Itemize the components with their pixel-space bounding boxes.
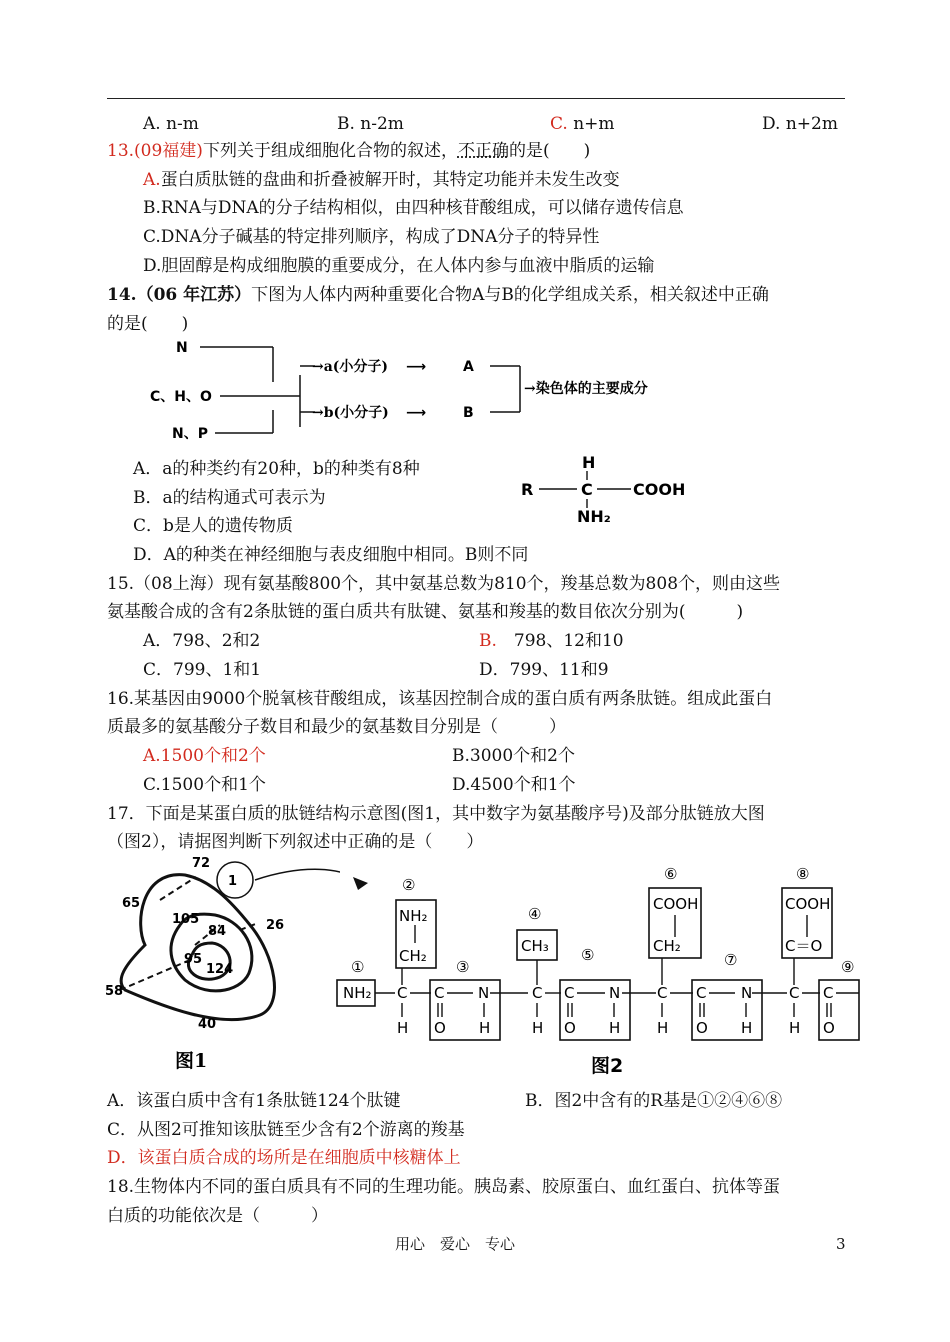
q17-option-a: A．该蛋白质中含有1条肽链124个肽键 bbox=[107, 1091, 401, 1111]
q15-option-a: A．798、2和2 bbox=[143, 631, 261, 651]
fig1-label-26: 26 bbox=[266, 918, 285, 933]
fig2-r6-cooh: COOH bbox=[653, 895, 699, 913]
fig1-label-95: 95 bbox=[184, 952, 203, 967]
fig2-c8: C bbox=[823, 984, 834, 1002]
fig2-r8-co: C＝O bbox=[785, 937, 823, 955]
fig2-n2: N bbox=[609, 984, 621, 1002]
q15-option-c: C．799、1和1 bbox=[143, 660, 262, 680]
formula-cooh: COOH bbox=[633, 480, 686, 499]
diagram-b-small: →b(小分子) bbox=[312, 405, 389, 421]
fig2-h7: H bbox=[789, 1019, 801, 1037]
fig1-label-72: 72 bbox=[192, 856, 211, 871]
fig1-label-124: 124 bbox=[206, 962, 234, 977]
fig2-circle-1: ① bbox=[351, 958, 365, 976]
q14-stem-line2: 的是( ) bbox=[107, 314, 189, 334]
q17-stem: 17．下面是某蛋白质的肽链结构示意图(图1，其中数字为氨基酸序号)及部分肽链放大图 bbox=[107, 804, 765, 824]
q12-option-a: A. n-m bbox=[143, 114, 199, 134]
q12-option-b: B. n-2m bbox=[337, 114, 404, 134]
fig2-o1: O bbox=[434, 1019, 446, 1037]
fig2-n3: N bbox=[741, 984, 753, 1002]
fig2-circle-6: ⑥ bbox=[664, 865, 678, 883]
q16-stem: 16.某基因由9000个脱氧核苷酸组成，该基因控制合成的蛋白质有两条肽链。组成此蛋白 bbox=[107, 689, 773, 709]
fig2-h3: H bbox=[532, 1019, 544, 1037]
fig1-label-84: 84 bbox=[208, 924, 227, 939]
q17-stem-line2: （图2），请据图判断下列叙述中正确的是（ ） bbox=[107, 832, 484, 852]
q13-option-d: D.胆固醇是构成细胞膜的重要成分，在人体内参与血液中脂质的运输 bbox=[143, 256, 655, 276]
q16-option-d: D.4500个和1个 bbox=[452, 775, 576, 795]
fig2-circle-9: ⑨ bbox=[841, 958, 855, 976]
fig2-circle-5: ⑤ bbox=[581, 946, 595, 964]
q16-option-b: B.3000个和2个 bbox=[452, 746, 575, 766]
formula-c: C bbox=[581, 480, 593, 499]
q15-option-d: D．799、11和9 bbox=[479, 660, 609, 680]
diagram-b-big: B bbox=[463, 405, 474, 421]
q12-option-d: D. n+2m bbox=[762, 114, 838, 134]
q14-option-d: D．A的种类在神经细胞与表皮细胞中相同。B则不同 bbox=[133, 545, 529, 565]
fig2-h1: H bbox=[397, 1019, 409, 1037]
q16-stem-line2: 质最多的氨基酸分子数目和最少的氨基数目分别是（ ） bbox=[107, 717, 566, 737]
fig2-circle-2: ② bbox=[402, 876, 416, 894]
fig2-c2: C bbox=[434, 984, 445, 1002]
fig2-r2-nh2: NH₂ bbox=[399, 907, 428, 925]
formula-nh2: NH₂ bbox=[577, 507, 611, 526]
fig2-r6-ch2: CH₂ bbox=[653, 937, 681, 955]
q14-option-a: A．a的种类约有20种，b的种类有8种 bbox=[133, 459, 420, 479]
q17-option-c: C．从图2可推知该肽链至少含有2个游离的羧基 bbox=[107, 1120, 465, 1140]
q13-stem: 13.(09福建)下列关于组成细胞化合物的叙述，不正确的是( ) bbox=[107, 141, 591, 161]
fig2-c7: C bbox=[789, 984, 800, 1002]
fig1-label-65: 65 bbox=[122, 896, 141, 911]
q18-stem-line2: 白质的功能依次是（ ） bbox=[107, 1206, 328, 1226]
fig2-c5: C bbox=[657, 984, 668, 1002]
fig2-circle-8: ⑧ bbox=[796, 865, 810, 883]
q12-option-c: C. n+m bbox=[550, 114, 615, 134]
diagram-a-big: A bbox=[463, 359, 474, 375]
fig2-circle-3: ③ bbox=[456, 958, 470, 976]
fig1-label-105: 105 bbox=[172, 912, 200, 927]
diagram-np: N、P bbox=[172, 426, 208, 442]
header-rule bbox=[107, 98, 845, 99]
diagram-cho: C、H、O bbox=[150, 389, 212, 405]
fig2-o3: O bbox=[696, 1019, 708, 1037]
diagram-n: N bbox=[176, 340, 188, 356]
fig2-c3: C bbox=[532, 984, 543, 1002]
fig1-label-58: 58 bbox=[105, 984, 124, 999]
q14-diagram bbox=[140, 330, 760, 445]
q14-option-c: C．b是人的遗传物质 bbox=[133, 516, 293, 536]
q15-stem-line2: 氨基酸合成的含有2条肽链的蛋白质共有肽键、氨基和羧基的数目依次分别为( ) bbox=[107, 602, 744, 622]
q13-option-b: B.RNA与DNA的分子结构相似，由四种核苷酸组成，可以储存遗传信息 bbox=[143, 198, 684, 218]
diagram-b-arrow: ⟶ bbox=[406, 405, 427, 421]
q15-stem: 15.（08上海）现有氨基酸800个，其中氨基总数为810个，羧基总数为808个，则由这些 bbox=[107, 574, 781, 594]
q14-option-b: B．a的结构通式可表示为 bbox=[133, 488, 326, 508]
q13-option-c: C.DNA分子碱基的特定排列顺序，构成了DNA分子的特异性 bbox=[143, 227, 600, 247]
fig2-circle-4: ④ bbox=[528, 905, 542, 923]
fig2-r2-ch2: CH₂ bbox=[399, 947, 427, 965]
fig2-h4: H bbox=[609, 1019, 621, 1037]
fig2-n1: N bbox=[478, 984, 490, 1002]
fig1-label-1: 1 bbox=[228, 874, 238, 889]
q16-option-a: A.1500个和2个 bbox=[143, 746, 266, 766]
fig2-h5: H bbox=[657, 1019, 669, 1037]
q17-option-d: D．该蛋白质合成的场所是在细胞质中核糖体上 bbox=[107, 1148, 461, 1168]
fig1-label-40: 40 bbox=[198, 1017, 217, 1032]
footer-motto: 用心 爱心 专心 bbox=[395, 1235, 516, 1253]
fig1-caption: 图1 bbox=[175, 1050, 208, 1072]
fig2-c4: C bbox=[564, 984, 575, 1002]
q14-stem: 14.（06 年江苏）下图为人体内两种重要化合物A与B的化学组成关系，相关叙述中正确 bbox=[107, 285, 769, 305]
figure-2 bbox=[333, 855, 873, 1085]
q18-stem: 18.生物体内不同的蛋白质具有不同的生理功能。胰岛素、胶原蛋白、血红蛋白、抗体等蛋 bbox=[107, 1177, 781, 1197]
fig2-circle-7: ⑦ bbox=[724, 951, 738, 969]
diagram-a-arrow: ⟶ bbox=[406, 359, 427, 375]
fig2-c1: C bbox=[397, 984, 408, 1002]
fig2-o4: O bbox=[823, 1019, 835, 1037]
fig2-r8-cooh: COOH bbox=[785, 895, 831, 913]
fig2-h6: H bbox=[741, 1019, 753, 1037]
q13-option-a: A.蛋白质肽链的盘曲和折叠被解开时，其特定功能并未发生改变 bbox=[143, 170, 620, 190]
diagram-a-small: →a(小分子) bbox=[312, 359, 389, 375]
figure-1 bbox=[100, 855, 340, 1085]
diagram-target: →染色体的主要成分 bbox=[524, 381, 648, 397]
fig2-nh2-terminal: NH₂ bbox=[343, 984, 372, 1002]
fig2-r4-ch3: CH₃ bbox=[521, 937, 549, 955]
formula-r: R bbox=[521, 480, 534, 499]
q16-option-c: C.1500个和1个 bbox=[143, 775, 266, 795]
q17-option-b: B．图2中含有的R基是①②④⑥⑧ bbox=[525, 1091, 783, 1111]
fig2-caption: 图2 bbox=[591, 1055, 624, 1077]
amino-acid-formula bbox=[515, 450, 705, 530]
fig2-c6: C bbox=[696, 984, 707, 1002]
q15-option-b: B. 798、12和10 bbox=[479, 631, 624, 651]
fig2-h2: H bbox=[479, 1019, 491, 1037]
fig2-o2: O bbox=[564, 1019, 576, 1037]
page-number: 3 bbox=[836, 1235, 846, 1253]
formula-h: H bbox=[582, 453, 596, 472]
